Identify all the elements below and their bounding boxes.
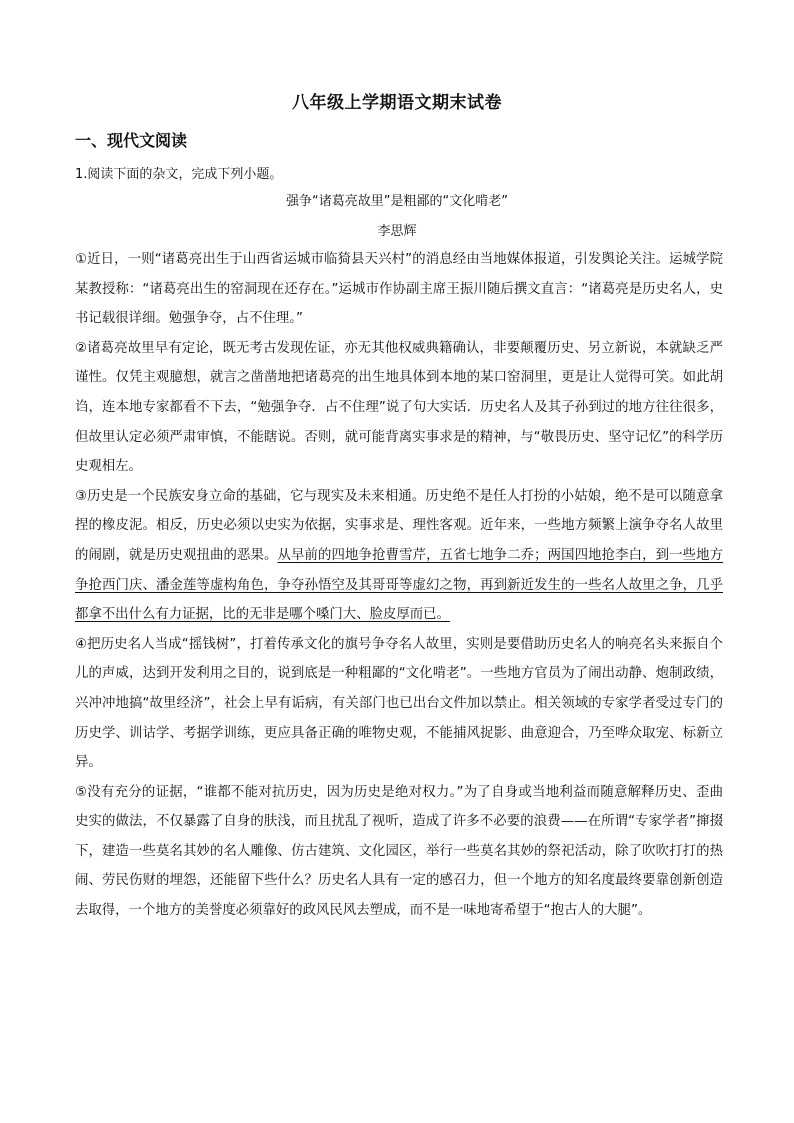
article-body bbox=[75, 245, 723, 926]
paragraph-5: ⑤没有充分的证据，“谁都不能对抗历史，因为历史是绝对权力。”为了自身或当地利益而随意解释历史、歪曲史实的做法，不仅暴露了自身的肤浅，而且扰乱了视听，造成了许多不必要的浪费——在所谓“专家学者”撺掇下，建造一些莫名其妙的名人雕像、仿古建筑、文化园区，举行一些莫名其妙的祭祀活动，除了吹吹打打的热闹、劳民伤财的埋怨，还能留下些什么？历史名人具有一定的感召力，但一个地方的知名度最终要靠创新创造去取得，一个地方的美誉度必须靠好的政风民风去塑成，而不是一味地寄希望于“抱古人的大腿”。 bbox=[75, 784, 723, 919]
paragraph-1: ①近日，一则“诸葛亮出生于山西省运城市临猗县天兴村”的消息经由当地媒体报道，引发舆论关注。运城学院某教授称：“诸葛亮出生的窑洞现在还存在。”运城市作协副主席王振川随后撰文直言：“诸葛亮是历史名人，史书记载很详细。勉强争夺，占不住理。” bbox=[75, 252, 723, 327]
article-author: 李思辉 bbox=[377, 224, 417, 239]
paragraph-3-text: ③历史是一个民族安身立命的基础，它与现实及未来相通。历史绝不是任人打扮的小姑娘，绝不是可以随意拿捏的橡皮泥。相反，历史必须以史实为依据，实事求是、理性客观。近年来，一些地方频繁上演争夺名人故里的闹剧，就是历史观扭曲的恶果。 bbox=[75, 488, 723, 563]
question-instruction: 1.阅读下面的杂文，完成下列小题。 bbox=[75, 167, 283, 182]
underlined-passage: 从早前的四地争抢曹雪芹，五省七地争二乔；两国四地抢李白，到一些地方争抢西门庆、潘金莲等虚构角色，争夺孙悟空及其哥哥等虚幻之物，再到新近发生的一些名人故里之争，几乎都拿不出什么有力证据，比的无非是哪个嗓门大、脸皮厚而已。 bbox=[75, 547, 724, 623]
exam-title: 八年级上学期语文期末试卷 bbox=[292, 93, 502, 113]
article-title: 强争“诸葛亮故里”是粗鄙的“文化啃老” bbox=[286, 194, 508, 209]
paragraph-3 bbox=[75, 482, 723, 630]
section-heading: 一、现代文阅读 bbox=[75, 131, 188, 150]
paragraph-2: ②诸葛亮故里早有定论，既无考古发现佐证，亦无其他权威典籍确认，非要颠覆历史、另立新说，本就缺乏严谨性。仅凭主观臆想，就言之凿凿地把诸葛亮的出生地具体到本地的某口窑洞里，更是让人觉得可笑。如此胡诌，连本地专家都看不下去，“勉强争夺．占不住理”说了句大实话．历史名人及其子孙到过的地方往往很多，但故里认定必须严肃审慎，不能瞎说。否则，就可能背离实事求是的精神，与“敬畏历史、坚守记忆”的科学历史观相左。 bbox=[75, 340, 723, 475]
paragraph-4: ④把历史名人当成“摇钱树”，打着传承文化的旗号争夺名人故里，实则是要借助历史名人的响亮名头来振自个儿的声威，达到开发利用之目的，说到底是一种粗鄙的“文化啃老”。一些地方官员为了闹出动静、炮制政绩，兴冲冲地搞“故里经济”，社会上早有诟病，有关部门也已出台文件加以禁止。相关领域的专家学者受过专门的历史学、训诂学、考据学训练，更应具备正确的唯物史观，不能捕风捉影、曲意迎合，乃至哗众取宠、标新立异。 bbox=[75, 636, 723, 771]
